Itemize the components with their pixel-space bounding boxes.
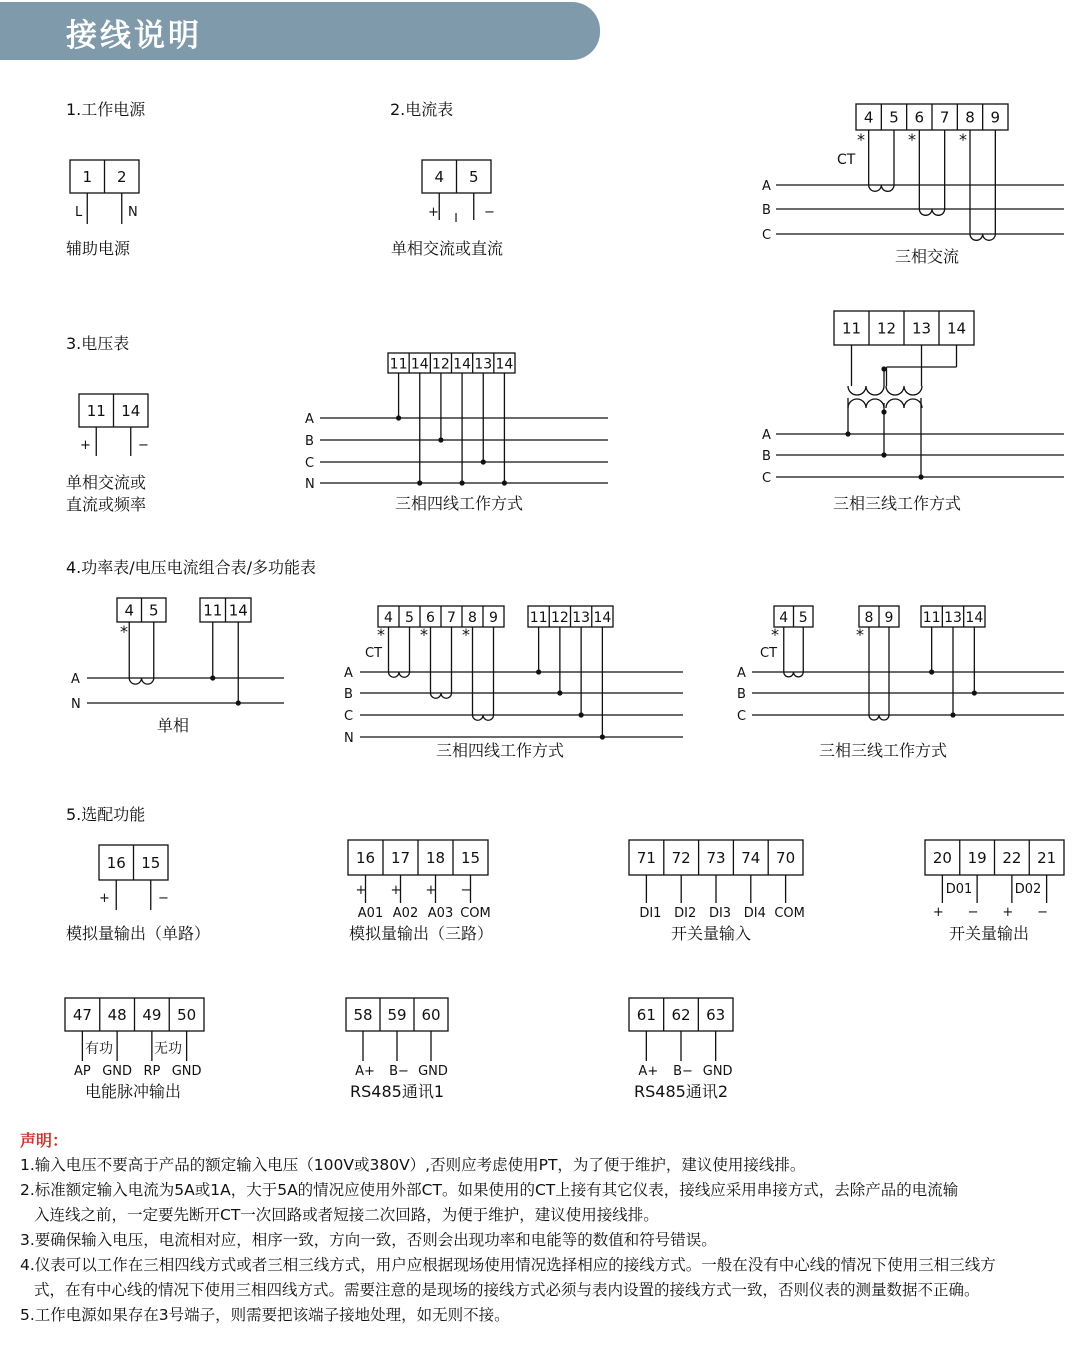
label: B — [305, 434, 314, 449]
section-ammeter-title: 2.电流表 — [390, 100, 454, 119]
terminal-number: 72 — [671, 849, 691, 867]
terminal-number: 13 — [911, 319, 932, 338]
terminal-number: 12 — [550, 610, 569, 626]
terminal-number: 7 — [447, 610, 456, 626]
terminal-number: 14 — [453, 356, 471, 373]
terminal-number: 8 — [468, 610, 477, 626]
label: + — [425, 883, 437, 898]
junction-dot — [236, 700, 241, 705]
junction-dot — [881, 452, 886, 457]
label: − — [460, 883, 472, 898]
caption: 三相三线工作方式 — [818, 741, 948, 760]
ct-b — [919, 130, 944, 215]
terminal-number: 61 — [636, 1006, 656, 1024]
label: + — [390, 883, 402, 898]
junction-dot — [881, 409, 886, 414]
junction-dot — [536, 669, 541, 674]
terminal-number: 48 — [107, 1006, 127, 1024]
channel-label: A02 — [392, 906, 419, 921]
caption: 三相交流 — [895, 247, 960, 266]
label: N — [344, 731, 354, 746]
label: B — [344, 687, 353, 702]
terminal-number: 16 — [106, 854, 126, 872]
label: + — [355, 883, 367, 898]
caption: 直流或频率 — [66, 495, 147, 514]
terminal-number: 15 — [141, 854, 161, 872]
sign: + — [932, 905, 944, 920]
caption: 单相交流或 — [66, 473, 147, 492]
ct-a — [784, 627, 804, 677]
terminal-number: 15 — [460, 849, 481, 867]
terminal-number: 11 — [203, 601, 223, 620]
terminal-number: 59 — [387, 1006, 407, 1024]
ct-b — [431, 627, 452, 698]
ct-a — [869, 130, 894, 191]
caption: 单相 — [156, 716, 190, 735]
junction-dot — [438, 437, 443, 442]
terminal-number: 12 — [876, 319, 897, 338]
pt-secondary-right — [886, 399, 922, 408]
terminal-number: 14 — [965, 610, 984, 626]
terminal-number: 12 — [432, 356, 450, 373]
terminal-number: 49 — [142, 1006, 162, 1024]
label: + — [99, 891, 110, 906]
terminal-number: 14 — [495, 356, 514, 373]
junction-dot — [600, 734, 605, 739]
group-label: 有功 — [85, 1041, 113, 1057]
section-voltmeter-title: 3.电压表 — [66, 334, 130, 353]
terminal-number: 13 — [474, 356, 493, 373]
channel-label: RP — [143, 1064, 161, 1079]
terminal-number: 63 — [706, 1006, 726, 1024]
junction-dot — [929, 669, 934, 674]
label: CT — [365, 646, 383, 661]
terminal-number: 71 — [636, 849, 656, 867]
caption: RS485通讯2 — [634, 1082, 728, 1101]
terminal-number: 21 — [1037, 849, 1057, 867]
note-item: 5.工作电源如果存在3号端子，则需要把该端子接地处理，如无则不接。 — [20, 1306, 510, 1324]
terminal-number: 6 — [914, 108, 925, 127]
label: A — [737, 666, 746, 681]
caption: 开关量输出 — [948, 924, 1030, 943]
group-label: D02 — [1014, 882, 1042, 897]
label: A — [71, 672, 80, 687]
caption: 三相四线工作方式 — [435, 741, 565, 760]
pt-secondary-left — [848, 399, 884, 408]
terminal-number: 2 — [116, 168, 127, 186]
sign: + — [1002, 905, 1014, 920]
caption: 辅助电源 — [66, 239, 131, 258]
label: N — [305, 477, 315, 492]
label: C — [344, 709, 354, 724]
channel-label: COM — [460, 906, 491, 921]
channel-label: GND — [171, 1064, 202, 1079]
label: L — [75, 205, 83, 220]
sign: − — [1037, 905, 1049, 920]
terminal-number: 4 — [124, 601, 135, 620]
channel-label: A+ — [638, 1064, 659, 1079]
channel-label: DI2 — [674, 906, 697, 921]
notes-list — [20, 1153, 1082, 1328]
label: N — [71, 697, 81, 712]
terminal-number: 20 — [932, 849, 952, 867]
terminal-number: 4 — [779, 610, 789, 626]
junction-dot — [918, 474, 923, 479]
label: − — [138, 438, 149, 453]
junction-dot — [481, 459, 486, 464]
channel-label: COM — [774, 906, 805, 921]
terminal-number: 11 — [841, 319, 862, 338]
label: C — [305, 456, 315, 471]
note-item-continued: 入连线之前，一定要先断开CT一次回路或者短接二次回路，为便于维护，建议使用接线排。 — [34, 1206, 659, 1224]
page-title: 接线说明 — [66, 18, 202, 54]
note-item: 1.输入电压不要高于产品的额定输入电压（100V或380V）,否则应考虑使用PT，为了便于维护，建议使用接线排。 — [20, 1156, 806, 1174]
terminal-number: 7 — [939, 108, 950, 127]
ct-c — [473, 627, 494, 720]
note-item-continued: 式，在有中心线的情况下使用三相四线方式。需要注意的是现场的接线方式必须与表内设置的接线方式一致，否则仪表的测量数据不正确。 — [34, 1281, 980, 1299]
pt-primary-right — [886, 386, 922, 395]
terminal-number: 1 — [82, 168, 93, 186]
note-item: 3.要确保输入电压，电流相对应，相序一致，方向一致，否则会出现功率和电能等的数值和符号错误。 — [20, 1231, 717, 1249]
note-item: 2.标准额定输入电流为5A或1A，大于5A的情况应使用外部CT。如果使用的CT上接有其它仪表，接线应采用串接方式，去除产品的电流输 — [20, 1181, 959, 1199]
junction-dot — [459, 480, 464, 485]
notes-section — [20, 1128, 1082, 1328]
channel-label: DI3 — [708, 906, 732, 921]
junction-dot — [950, 712, 955, 717]
terminal-number: 9 — [489, 610, 498, 626]
label: CT — [837, 152, 856, 168]
terminal-number: 9 — [884, 610, 894, 626]
terminal-number: 62 — [671, 1006, 691, 1024]
label: A — [344, 666, 353, 681]
channel-label: B− — [389, 1064, 409, 1079]
channel-label: A03 — [427, 906, 454, 921]
terminal-number: 13 — [944, 610, 962, 626]
caption: 三相四线工作方式 — [395, 494, 524, 513]
terminal-number: 22 — [1002, 849, 1022, 867]
junction-dot — [972, 690, 977, 695]
terminal-number: 5 — [148, 601, 159, 620]
terminal-number: 5 — [468, 168, 479, 186]
label: A — [305, 412, 314, 427]
ct-single — [129, 622, 154, 684]
label: N — [128, 205, 138, 220]
polarity-mark: * — [377, 625, 385, 644]
terminal-number: 6 — [426, 610, 435, 626]
terminal-number: 9 — [990, 108, 1001, 127]
label: C — [762, 471, 772, 486]
terminal-number: 14 — [593, 610, 612, 626]
ct-c — [869, 627, 889, 720]
label: I — [454, 211, 458, 225]
label: B — [762, 203, 771, 218]
terminal-number: 5 — [798, 610, 808, 626]
terminal-number: 4 — [434, 168, 445, 186]
terminal-number: 14 — [121, 402, 141, 420]
channel-label: A+ — [355, 1064, 375, 1079]
terminal-number: 11 — [529, 610, 548, 626]
terminal-number: 17 — [390, 849, 411, 867]
terminal-number: 70 — [776, 849, 796, 867]
caption: 三相三线工作方式 — [833, 494, 962, 513]
group-label: 无功 — [154, 1041, 182, 1057]
section-power-title: 1.工作电源 — [66, 100, 146, 119]
terminal-number: 16 — [355, 849, 376, 867]
label: C — [737, 709, 747, 724]
terminal-number: 8 — [864, 610, 874, 626]
sign: − — [967, 905, 979, 920]
terminal-number: 73 — [706, 849, 726, 867]
terminal-number: 14 — [410, 356, 429, 373]
label: A — [762, 428, 771, 443]
terminal-number: 11 — [86, 402, 106, 420]
terminal-number: 58 — [353, 1006, 373, 1024]
polarity-mark: * — [908, 130, 916, 149]
channel-label: GND — [418, 1064, 448, 1079]
terminal-number: 4 — [384, 610, 393, 626]
terminal-number: 19 — [967, 849, 987, 867]
terminal-number: 11 — [922, 610, 941, 626]
terminal-number: 5 — [889, 108, 899, 127]
label: C — [762, 228, 772, 243]
terminal-number: 5 — [405, 610, 414, 626]
terminal-number: 13 — [572, 610, 591, 626]
label: + — [428, 205, 439, 220]
label: B — [737, 687, 746, 702]
junction-dot — [396, 415, 401, 420]
polarity-mark: * — [771, 625, 779, 644]
channel-label: GND — [702, 1064, 733, 1079]
terminal-number: 74 — [741, 849, 761, 867]
caption: 模拟量输出（三路） — [349, 924, 494, 943]
channel-label: GND — [102, 1064, 133, 1079]
channel-label: DI4 — [743, 906, 766, 921]
terminal-number: 60 — [421, 1006, 441, 1024]
note-item: 4.仪表可以工作在三相四线方式或者三相三线方式，用户应根据现场使用情况选择相应的接线方式。一般在没有中心线的情况下使用三相三线方 — [20, 1256, 996, 1274]
terminal-number: 4 — [863, 108, 874, 127]
polarity-mark: * — [856, 625, 864, 644]
junction-dot — [845, 431, 850, 436]
terminal-number: 14 — [228, 601, 248, 620]
channel-label: DI1 — [639, 906, 662, 921]
label: − — [484, 205, 495, 220]
caption: 模拟量输出（单路） — [66, 924, 211, 943]
terminal-number: 18 — [425, 849, 446, 867]
terminal-number: 11 — [389, 356, 408, 373]
channel-label: B− — [673, 1064, 693, 1079]
label: A — [762, 179, 771, 194]
section-power-meter-title: 4.功率表/电压电流组合表/多功能表 — [66, 558, 317, 577]
caption: 单相交流或直流 — [391, 239, 504, 258]
notes-title: 声明： — [20, 1131, 69, 1150]
junction-dot — [417, 480, 422, 485]
polarity-mark: * — [857, 130, 865, 149]
channel-label: A01 — [357, 906, 384, 921]
terminal-number: 50 — [177, 1006, 197, 1024]
section-options-title: 5.选配功能 — [66, 805, 146, 824]
polarity-mark: * — [462, 625, 470, 644]
polarity-mark: * — [420, 625, 428, 644]
caption: 电能脉冲输出 — [84, 1082, 182, 1101]
ct-a — [389, 627, 410, 677]
terminal-number: 8 — [965, 108, 975, 127]
polarity-mark: * — [959, 130, 967, 149]
junction-dot — [579, 712, 584, 717]
caption: 开关量输入 — [670, 924, 752, 943]
label: B — [762, 449, 771, 464]
group-label: D01 — [945, 882, 973, 897]
terminal-number: 47 — [72, 1006, 92, 1024]
junction-dot — [557, 690, 562, 695]
polarity-mark: * — [120, 622, 128, 641]
channel-label: AP — [74, 1064, 91, 1079]
caption: RS485通讯1 — [350, 1082, 444, 1101]
junction-dot — [502, 480, 507, 485]
label: − — [158, 891, 169, 906]
label: + — [80, 438, 91, 453]
label: CT — [760, 646, 778, 661]
junction-dot — [210, 675, 215, 680]
terminal-number: 14 — [946, 319, 967, 338]
pt-primary-left — [848, 386, 884, 395]
